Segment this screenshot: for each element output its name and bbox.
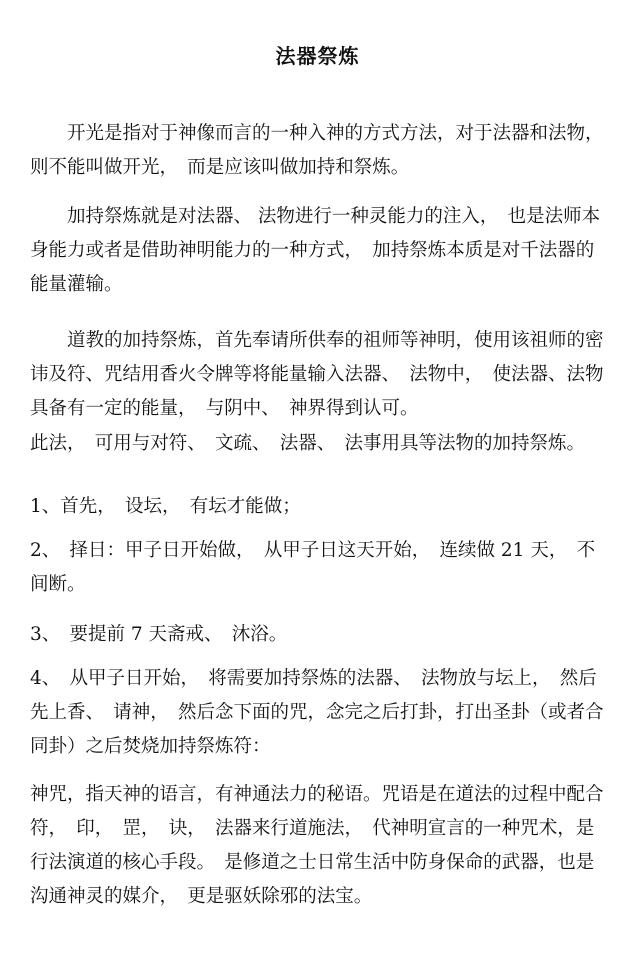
paragraph-daojiao: 道教的加持祭炼，首先奉请所供奉的祖师等神明，使用该祖师的密讳及符、咒结用香火令牌等将能量输入法器、 法物中， 使法器、法物具备有一定的能量， 与阴中、 神界得到认可。	[30, 330, 604, 419]
document-title: 法器祭炼	[275, 44, 360, 68]
list-item-3: 3、 要提前 7 天斋戒、 沐浴。	[30, 624, 288, 645]
list-item-4: 4、 从甲子日开始， 将需要加持祭炼的法器、 法物放与坛上， 然后先上香、 请神， 然后念下面的咒，念完之后打卦，打出圣卦（或者合同卦）之后焚烧加持祭炼符：	[30, 668, 604, 757]
list-item-1: 1、首先， 设坛， 有坛才能做；	[30, 496, 301, 517]
paragraph-kaiguang: 开光是指对于神像而言的一种入神的方式方法，对于法器和法物，则不能叫做开光， 而是应该叫做加持和祭炼。	[30, 123, 604, 178]
paragraph-jiachi: 加持祭炼就是对法器、 法物进行一种灵能力的注入， 也是法师本身能力或者是借助神明能力的一种方式， 加持祭炼本质是对千法器的能量灌输。	[30, 206, 601, 295]
list-item-2: 2、 择日：甲子日开始做， 从甲子日这天开始， 连续做 21 天， 不间断。	[30, 540, 596, 595]
paragraph-cifa: 此法， 可用与对符、 文疏、 法器、 法事用具等法物的加持祭炼。	[30, 433, 586, 454]
paragraph-shenzhou: 神咒，指天神的语言，有神通法力的秘语。咒语是在道法的过程中配合符， 印， 罡， 诀， 法器来行道施法， 代神明宣言的一种咒术，是行法演道的核心手段。 是修道之士日常生活中防身保命的武器，也是沟通神灵的媒介， 更是驱妖除邪的法宝。	[30, 784, 604, 907]
